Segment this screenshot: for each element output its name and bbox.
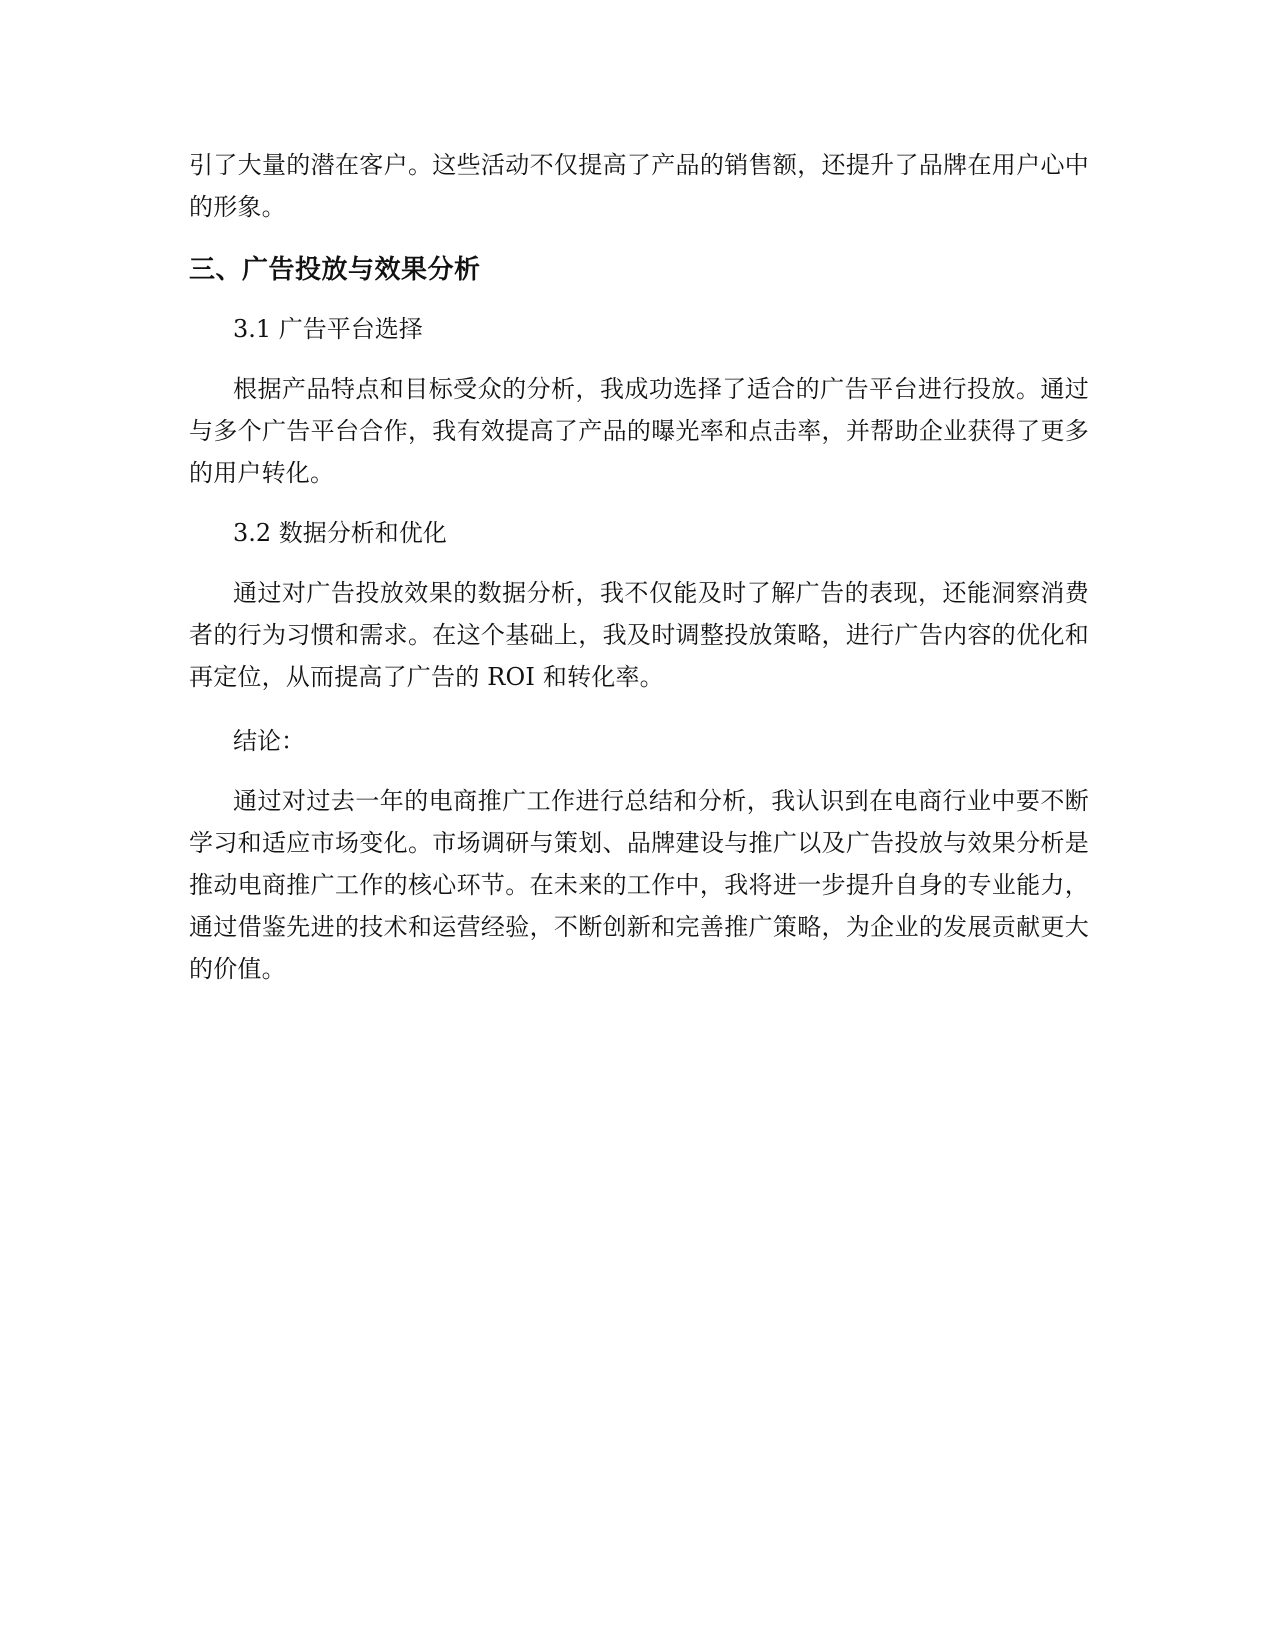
data-analysis-paragraph: 通过对广告投放效果的数据分析，我不仅能及时了解广告的表现，还能洞察消费者的行为习惯和需求。在这个基础上，我及时调整投放策略，进行广告内容的优化和再定位，从而提高了广告的 ROI 和转化率。 xyxy=(189,579,1089,691)
subsection-title-ad-platform: 3.1 广告平台选择 xyxy=(233,315,423,343)
intro-paragraph: 引了大量的潜在客户。这些活动不仅提高了产品的销售额，还提升了品牌在用户心中的形象。 xyxy=(189,151,1089,221)
document-body xyxy=(189,144,1089,990)
section-heading: 三、广告投放与效果分析 xyxy=(189,255,481,285)
conclusion-paragraph: 通过对过去一年的电商推广工作进行总结和分析，我认识到在电商行业中要不断学习和适应市场变化。市场调研与策划、品牌建设与推广以及广告投放与效果分析是推动电商推广工作的核心环节。在未来的工作中，我将进一步提升自身的专业能力，通过借鉴先进的技术和运营经验，不断创新和完善推广策略，为企业的发展贡献更大的价值。 xyxy=(189,787,1089,983)
subsection-title-data-analysis: 3.2 数据分析和优化 xyxy=(233,519,447,547)
ad-platform-paragraph: 根据产品特点和目标受众的分析，我成功选择了适合的广告平台进行投放。通过与多个广告平台合作，我有效提高了产品的曝光率和点击率，并帮助企业获得了更多的用户转化。 xyxy=(189,375,1089,487)
conclusion-label: 结论： xyxy=(233,727,305,755)
